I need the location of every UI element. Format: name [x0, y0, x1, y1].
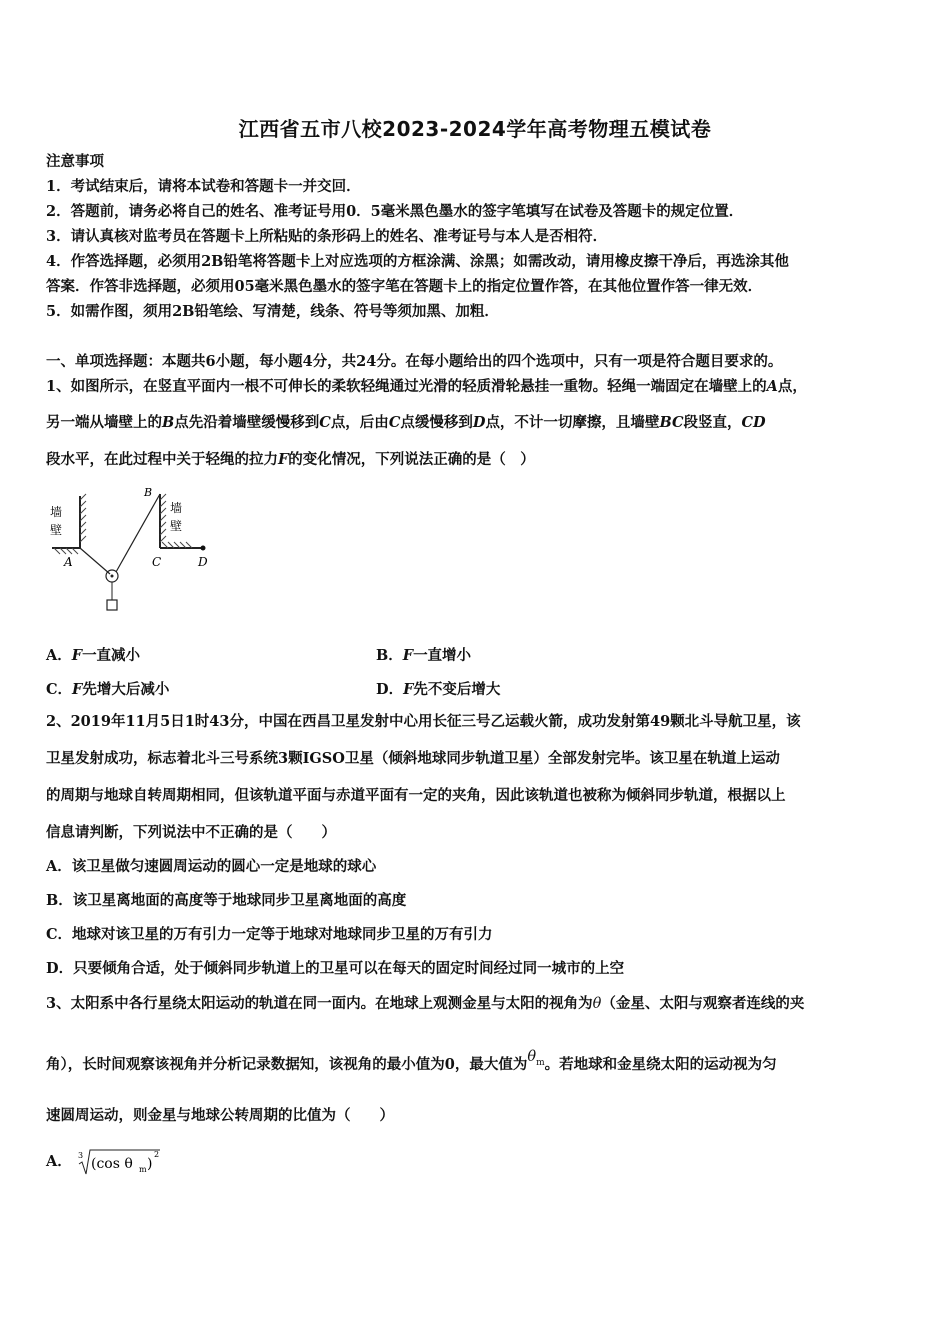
wall-label-left-2: 壁 [50, 523, 63, 537]
question-1-line-1 [46, 377, 807, 397]
pulley-axle [111, 575, 114, 578]
q1-option-c [46, 678, 169, 699]
wall-label-right-2: 壁 [170, 519, 183, 533]
text-run: 点缓慢移到 [400, 414, 473, 431]
q2-option-a: A．该卫星做匀速圆周运动的圆心一定是地球的球心 [46, 858, 377, 875]
rope-left [80, 548, 110, 574]
question-2-line: 卫星发射成功，标志着北斗三号系统3颗IGSO卫星（倾斜地球同步轨道卫星）全部发射完毕。该卫星在轨道上运动 [46, 750, 780, 767]
theta-m-symbol: θ [527, 1049, 537, 1065]
radical-expression [76, 1146, 176, 1176]
text-run: 的变化情况，下列说法正确的是（ ） [288, 451, 535, 468]
q1-option-a [46, 644, 140, 665]
point-D-dot [201, 546, 206, 551]
var-run: CD [741, 414, 766, 431]
text-run: 段竖直， [683, 414, 742, 431]
question-3-line-1 [46, 994, 804, 1014]
text-run: 1、如图所示，在竖直平面内一根不可伸长的柔软轻绳通过光滑的轻质滑轮悬挂一重物。轻绳一端固定在墙壁上的 [46, 378, 767, 395]
note-item: 答案．作答非选择题，必须用05毫米黑色墨水的签字笔在答题卡上的指定位置作答，在其他位置作答一律无效． [46, 278, 763, 295]
text-run: 另一端从墙壁上的 [46, 414, 162, 431]
q2-option-d: D．只要倾角合适，处于倾斜同步轨道上的卫星可以在每天的固定时间经过同一城市的上空 [46, 960, 625, 977]
option-letter: A． [46, 647, 72, 664]
q1-option-d [376, 678, 500, 699]
wall-label-left-1: 墙 [50, 505, 63, 519]
radical-power: 2 [154, 1150, 160, 1159]
option-text: 一直减小 [82, 647, 141, 664]
text-run: （金星、太阳与观察者连线的夹 [601, 995, 805, 1012]
option-text: 先不变后增大 [413, 681, 501, 698]
notes-heading: 注意事项 [46, 153, 104, 170]
var-run: F [278, 451, 289, 468]
option-var: F [402, 647, 414, 664]
weight-icon [107, 600, 117, 610]
label-C: C [152, 555, 162, 569]
question-2-line: 2、2019年11月5日1时43分，中国在西昌卫星发射中心用长征三号乙运载火箭，成功发射第49颗北斗导航卫星，该 [46, 713, 801, 730]
label-B: B [144, 486, 153, 499]
text-run: 点先沿着墙壁缓慢移到 [174, 414, 320, 431]
subscript-m: m [536, 1058, 545, 1068]
theta-symbol: θ [592, 996, 602, 1012]
question-1-line-3 [46, 450, 535, 470]
text-run: 点， [777, 378, 807, 395]
question-2-line: 信息请判断，下列说法中不正确的是（ ） [46, 824, 336, 841]
radical-subscript: m [139, 1165, 147, 1174]
var-run: A [766, 378, 778, 395]
q2-option-b: B．该卫星离地面的高度等于地球同步卫星离地面的高度 [46, 892, 407, 909]
note-item: 4．作答选择题，必须用2B铅笔将答题卡上对应选项的方框涂满、涂黑；如需改动，请用橡皮擦干净后，再选涂其他 [46, 253, 789, 270]
question-3-line-3: 速圆周运动，则金星与地球公转周期的比值为（ ） [46, 1107, 394, 1124]
var-run: B [162, 414, 175, 431]
option-letter: B． [376, 647, 403, 664]
option-var: F [71, 647, 83, 664]
var-run: BC [659, 414, 684, 431]
option-var: F [72, 681, 83, 698]
option-letter: D． [376, 681, 404, 698]
text-run: 。若地球和金星绕太阳的运动视为匀 [544, 1056, 777, 1073]
pulley-diagram [40, 482, 220, 632]
note-item: 2．答题前，请务必将自己的姓名、准考证号用0．5毫米黑色墨水的签字笔填写在试卷及答题卡的规定位置． [46, 203, 744, 220]
q1-option-b [376, 644, 471, 665]
var-run: C [319, 414, 331, 431]
text-run: 点，不计一切摩擦，且墙壁 [485, 414, 660, 431]
note-item: 5．如需作图，须用2B铅笔绘、写清楚，线条、符号等须加黑、加粗． [46, 303, 499, 320]
text-run: 角），长时间观察该视角并分析记录数据知，该视角的最小值为0，最大值为 [46, 1056, 528, 1073]
text-run: 点，后由 [330, 414, 389, 431]
radical-close-paren: ) [147, 1156, 153, 1172]
label-A: A [64, 555, 73, 569]
root-index: 3 [78, 1151, 84, 1160]
var-run: D [472, 414, 486, 431]
section-heading: 一、单项选择题：本题共6小题，每小题4分，共24分。在每小题给出的四个选项中，只有一项是符合题目要求的。 [46, 353, 783, 370]
option-text: 先增大后减小 [82, 681, 170, 698]
q2-option-c: C．地球对该卫星的万有引力一定等于地球对地球同步卫星的万有引力 [46, 926, 493, 943]
page-title: 江西省五市八校2023-2024学年高考物理五模试卷 [238, 117, 712, 141]
note-item: 3．请认真核对监考员在答题卡上所粘贴的条形码上的姓名、准考证号与本人是否相符． [46, 228, 608, 245]
wall-label-right-1: 墙 [170, 501, 183, 515]
question-1-line-2 [46, 413, 766, 433]
option-letter: A． [46, 1153, 72, 1170]
question-2-line: 的周期与地球自转周期相同，但该轨道平面与赤道平面有一定的夹角，因此该轨道也被称为倾斜同步轨道，根据以上 [46, 787, 786, 804]
text-run: 段水平，在此过程中关于轻绳的拉力 [46, 451, 278, 468]
option-var: F [403, 681, 414, 698]
var-run: C [388, 414, 401, 431]
q3-option-a [46, 1146, 176, 1176]
label-D: D [198, 555, 208, 569]
option-letter: C． [46, 681, 73, 698]
radical-body: (cos θ [91, 1156, 134, 1172]
text-run: 3、太阳系中各行星绕太阳运动的轨道在同一面内。在地球上观测金星与太阳的视角为 [46, 995, 593, 1012]
option-text: 一直增小 [413, 647, 472, 664]
question-3-line-2 [46, 1049, 777, 1077]
note-item: 1．考试结束后，请将本试卷和答题卡一并交回． [46, 178, 361, 195]
